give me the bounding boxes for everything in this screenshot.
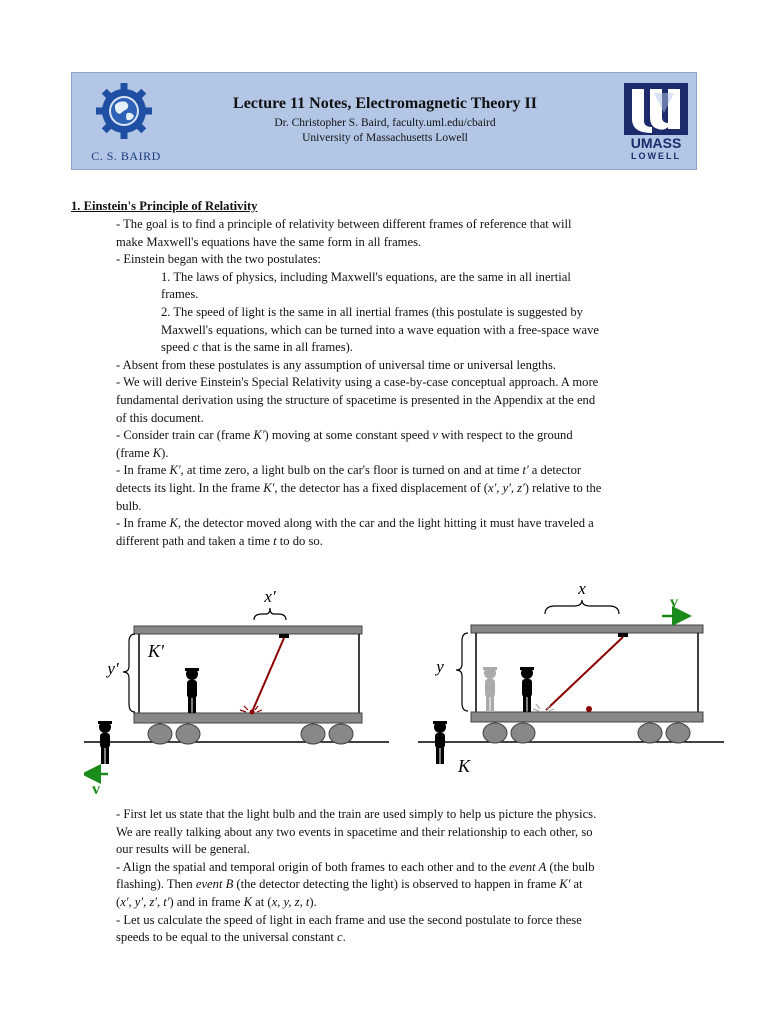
text-line: - The goal is to find a principle of relativity between different frames of reference that will: [116, 217, 572, 231]
text-line: flashing). Then event B (the detector detecting the light) is observed to happen in frame K' at: [116, 877, 583, 892]
right-panel: [418, 579, 724, 776]
light-bulb: [586, 706, 592, 712]
wheel: [666, 723, 690, 743]
x-prime-brace: [254, 608, 286, 620]
wheel: [329, 724, 353, 744]
car-roof: [471, 625, 703, 633]
section-heading: 1. Einstein's Principle of Relativity: [71, 199, 258, 213]
text-line: - In frame K', at time zero, a light bulb on the car's floor is turned on and at time t' a detector: [116, 463, 582, 478]
person-ground-icon: [433, 721, 447, 764]
left-panel: [84, 587, 389, 798]
document-header: [71, 72, 697, 170]
ghost-person-icon: [483, 667, 497, 712]
postulate-2: 2. The speed of light is the same in all inertial frames (this postulate is suggested by Maxwell's equations, which can be turned into a wave equation with a free-space wave speed c that is the same in all frames).: [161, 304, 599, 355]
text-line: speeds to be equal to the universal constant c.: [116, 930, 346, 945]
umass-lowell-logo: [624, 83, 688, 163]
wheel: [176, 724, 200, 744]
umass-text: UMASS: [630, 135, 682, 151]
intro-paragraphs: [116, 216, 706, 550]
text-line: - We will derive Einstein's Special Relativity using a case-by-case conceptual approach. A more: [116, 375, 599, 390]
text-line: of this document.: [116, 410, 204, 425]
wheel: [511, 723, 535, 743]
text-line: our results will be general.: [116, 842, 250, 857]
frame-k-label: K: [458, 756, 471, 776]
wheel: [483, 723, 507, 743]
document-title: Lecture 11 Notes, Electromagnetic Theory II: [233, 95, 537, 112]
wheel: [638, 723, 662, 743]
document-author: Dr. Christopher S. Baird, faculty.uml.edu/cbaird: [274, 117, 496, 129]
train-diagram: [84, 576, 724, 801]
text-line: detects its light. In the frame K', the detector has a fixed displacement of (x', y', z') relative to the: [116, 480, 602, 495]
wheel: [148, 724, 172, 744]
frame-k-prime-label: K': [148, 641, 164, 661]
light-beam: [546, 637, 623, 710]
gear-globe-icon: [84, 79, 164, 149]
detector: [618, 633, 628, 637]
text-line: - Absent from these postulates is any assumption of universal time or universal lengths.: [116, 357, 557, 372]
x-brace: [545, 600, 619, 614]
text-line: - Align the spatial and temporal origin of both frames to each other and to the event A (the bulb: [116, 859, 595, 874]
y-prime-brace: [123, 634, 135, 712]
y-brace: [456, 633, 468, 711]
light-beam: [252, 638, 284, 712]
text-line: - Let us calculate the speed of light in each frame and use the second postulate to force these: [116, 912, 582, 927]
document-institution: University of Massachusetts Lowell: [302, 132, 468, 144]
text-line: bulb.: [116, 498, 142, 513]
text-line: - Consider train car (frame K') moving at some constant speed v with respect to the ground: [116, 428, 573, 443]
postulate-1: 1. The laws of physics, including Maxwell's equations, are the same in all inertial frames.: [161, 269, 571, 302]
light-bulb: [250, 710, 255, 715]
text-line: fundamental derivation using the structure of spacetime is presented in the Appendix at the end: [116, 392, 596, 407]
cs-baird-logo-text: C. S. BAIRD: [91, 149, 161, 163]
person-ground-icon: [98, 721, 112, 764]
lowell-text: LOWELL: [631, 151, 681, 161]
x-label: x: [578, 579, 586, 598]
person-inside-icon: [520, 667, 534, 712]
text-line: - Einstein began with the two postulates:: [116, 252, 321, 267]
right-velocity-label: v: [670, 594, 678, 611]
um-monogram-icon: [624, 83, 688, 163]
text-line: (frame K).: [116, 445, 169, 460]
y-prime-label: y': [107, 659, 119, 678]
car-floor: [471, 712, 703, 722]
text-line: (x', y', z', t') and in frame K at (x, y, z, t).: [116, 894, 317, 909]
followup-paragraphs: [116, 806, 706, 947]
wheel: [301, 724, 325, 744]
x-prime-label: x': [264, 587, 276, 606]
cs-baird-logo: [84, 79, 164, 165]
person-inside-icon: [185, 668, 199, 713]
car-roof: [134, 626, 362, 634]
train-relativity-figure: [84, 576, 724, 801]
text-line: We are really talking about any two events in spacetime and their relationship to each other, so: [116, 824, 593, 839]
y-label: y: [436, 657, 444, 676]
text-line: - First let us state that the light bulb and the train are used simply to help us picture the physics.: [116, 807, 597, 821]
text-line: make Maxwell's equations have the same form in all frames.: [116, 234, 422, 249]
left-velocity-label: v: [92, 781, 100, 798]
detector: [279, 634, 289, 638]
text-line: - In frame K, the detector moved along with the car and the light hitting it must have traveled a: [116, 516, 594, 531]
text-line: different path and taken a time t to do so.: [116, 533, 323, 548]
car-floor: [134, 713, 362, 723]
